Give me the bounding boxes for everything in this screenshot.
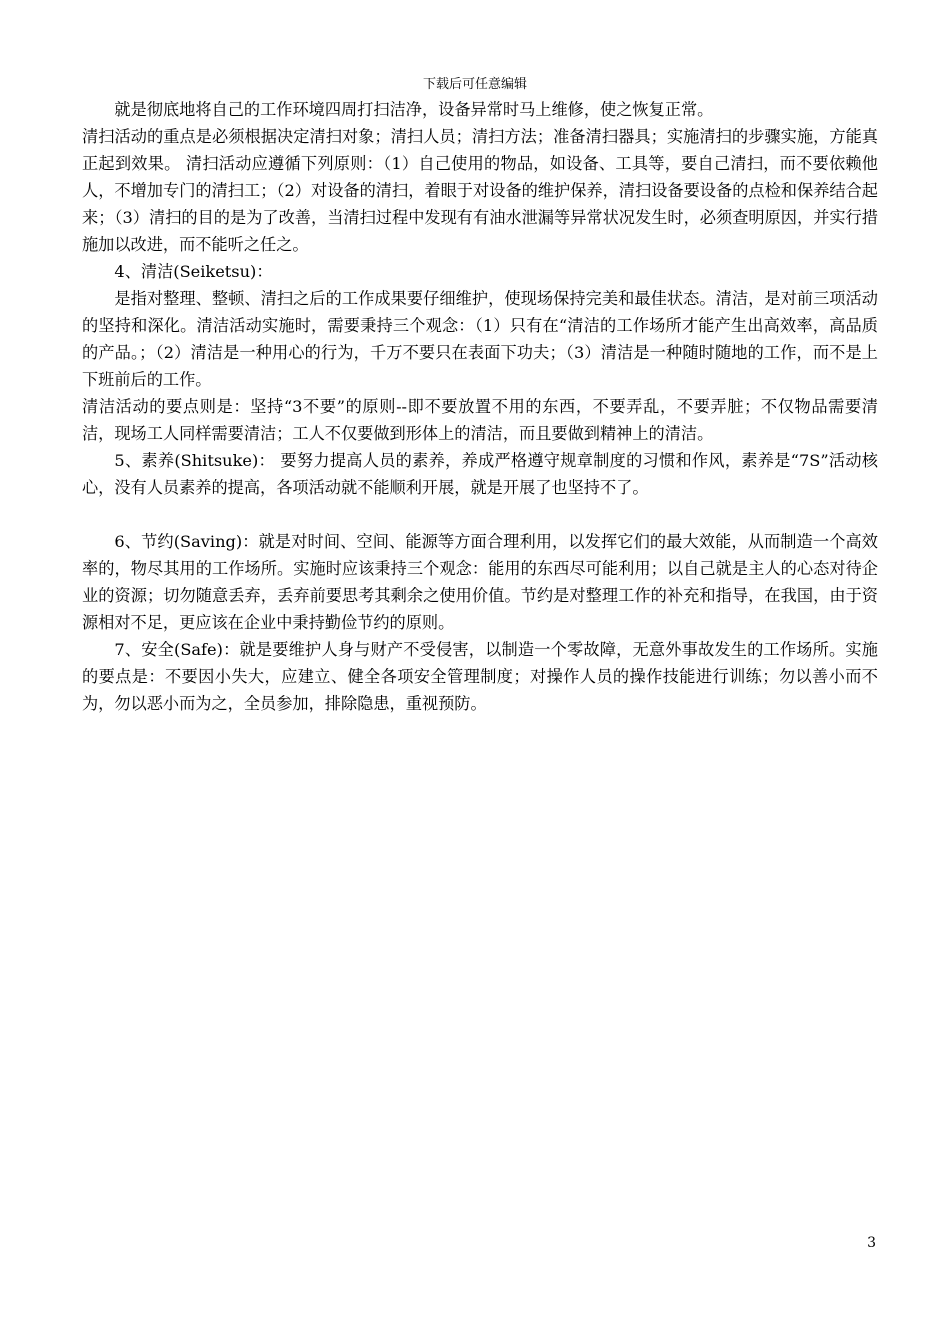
- paragraph-seiketsu-points: 清洁活动的要点则是：坚持“3不要”的原则--即不要放置不用的东西，不要弄乱，不要弄脏；不仅物品需要清洁，现场工人同样需要清洁；工人不仅要做到形体上的清洁，而且要做到精神上的清洁。: [82, 397, 878, 443]
- paragraph-seiketsu-definition: 是指对整理、整顿、清扫之后的工作成果要仔细维护，使现场保持完美和最佳状态。清洁，是对前三项活动的坚持和深化。清洁活动实施时，需要秉持三个观念：（1）只有在“清洁的工作场所才能产生出高效率，高品质的产品。；（2）清洁是一种用心的行为，千万不要只在表面下功夫；（3）清洁是一种随时随地的工作，而不是上下班前后的工作。: [82, 289, 878, 389]
- paragraph-saving: 6、节约(Saving)：就是对时间、空间、能源等方面合理利用，以发挥它们的最大效能，从而制造一个高效率的，物尽其用的工作场所。实施时应该秉持三个观念：能用的东西尽可能利用；以自己就是主人的心态对待企业的资源；切勿随意丢弃，丢弃前要思考其剩余之使用价值。节约是对整理工作的补充和指导，在我国，由于资源相对不足，更应该在企业中秉持勤俭节约的原则。: [82, 532, 878, 632]
- paragraph-safe: 7、安全(Safe)：就是要维护人身与财产不受侵害，以制造一个零故障，无意外事故发生的工作场所。实施的要点是：不要因小失大，应建立、健全各项安全管理制度；对操作人员的操作技能进行训练；勿以善小而不为，勿以恶小而为之，全员参加，排除隐患，重视预防。: [82, 640, 878, 713]
- page-number: 3: [867, 1235, 876, 1251]
- page-header: 下载后可任意编辑: [422, 77, 527, 92]
- paragraph-shitsuke: 5、素养(Shitsuke)： 要努力提高人员的素养，养成严格遵守规章制度的习惯和作风，素养是“7S”活动核心，没有人员素养的提高，各项活动就不能顺利开展，就是开展了也坚持不了。: [82, 451, 878, 497]
- heading-seiketsu: 4、清洁(Seiketsu)：: [114, 262, 273, 281]
- blank-line: [82, 501, 878, 528]
- paragraph-cleaning-principles: 清扫活动的重点是必须根据决定清扫对象；清扫人员；清扫方法；准备清扫器具；实施清扫的步骤实施，方能真正起到效果。 清扫活动应遵循下列原则：（1）自己使用的物品，如设备、工具等，要自己清扫，而不要依赖他人，不增加专门的清扫工；（2）对设备的清扫，着眼于对设备的维护保养，清扫设备要设备的点检和保养结合起来；（3）清扫的目的是为了改善，当清扫过程中发现有有油水泄漏等异常状况发生时，必须查明原因，并实行措施加以改进，而不能听之任之。: [82, 127, 878, 254]
- document-body: [82, 96, 878, 717]
- paragraph-cleaning-intro: 就是彻底地将自己的工作环境四周打扫洁净，设备异常时马上维修，使之恢复正常。: [114, 100, 714, 119]
